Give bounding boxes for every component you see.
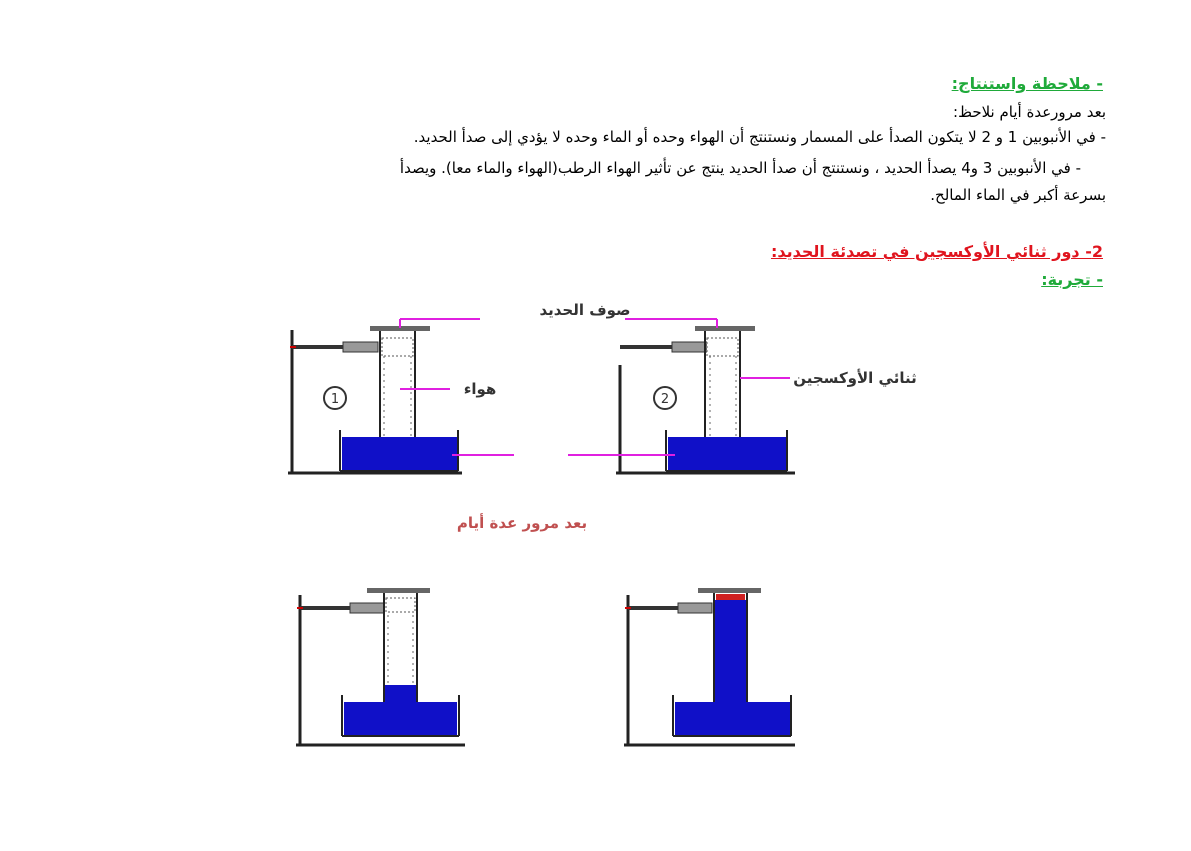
observation-bullet-2: - في الأنبوبين 3 و4 يصدأ الحديد ، ونستنتج أن صدأ الحديد ينتج عن تأثير الهواء الرطب(الهواء والماء معا). ويصدأ [399, 159, 1081, 177]
observation-bullet-1: - في الأنبوبين 1 و 2 لا يتكون الصدأ على المسمار ونستنتج أن الهواء وحده أو الماء وحده لا يؤدي إلى صدأ الحديد. [413, 128, 1106, 146]
observation-intro: بعد مرورعدة أيام نلاحظ: [953, 103, 1106, 121]
setup-oxygen-before [568, 319, 795, 473]
label-air: هواء [463, 380, 497, 398]
label-after-days: بعد مرور عدة أيام [456, 514, 588, 532]
section-2-heading: 2- دور ثنائي الأوكسجين في تصدئة الحديد: [770, 242, 1103, 261]
setup-air-after [296, 588, 465, 745]
tube-2-number: 2 [660, 392, 670, 407]
tube-1-number: 1 [330, 392, 340, 407]
label-oxygen: ثنائي الأوكسجين [793, 369, 917, 387]
rusting-experiment-figure [280, 290, 980, 760]
observation-bullet-2-continued: بسرعة أكبر في الماء المالح. [930, 186, 1106, 204]
setup-oxygen-after [624, 588, 795, 745]
label-iron-wool: صوف الحديد [539, 301, 631, 319]
observation-heading: - ملاحظة واستنتاج: [951, 74, 1103, 93]
experiment-subheading: - تجربة: [1041, 270, 1103, 289]
